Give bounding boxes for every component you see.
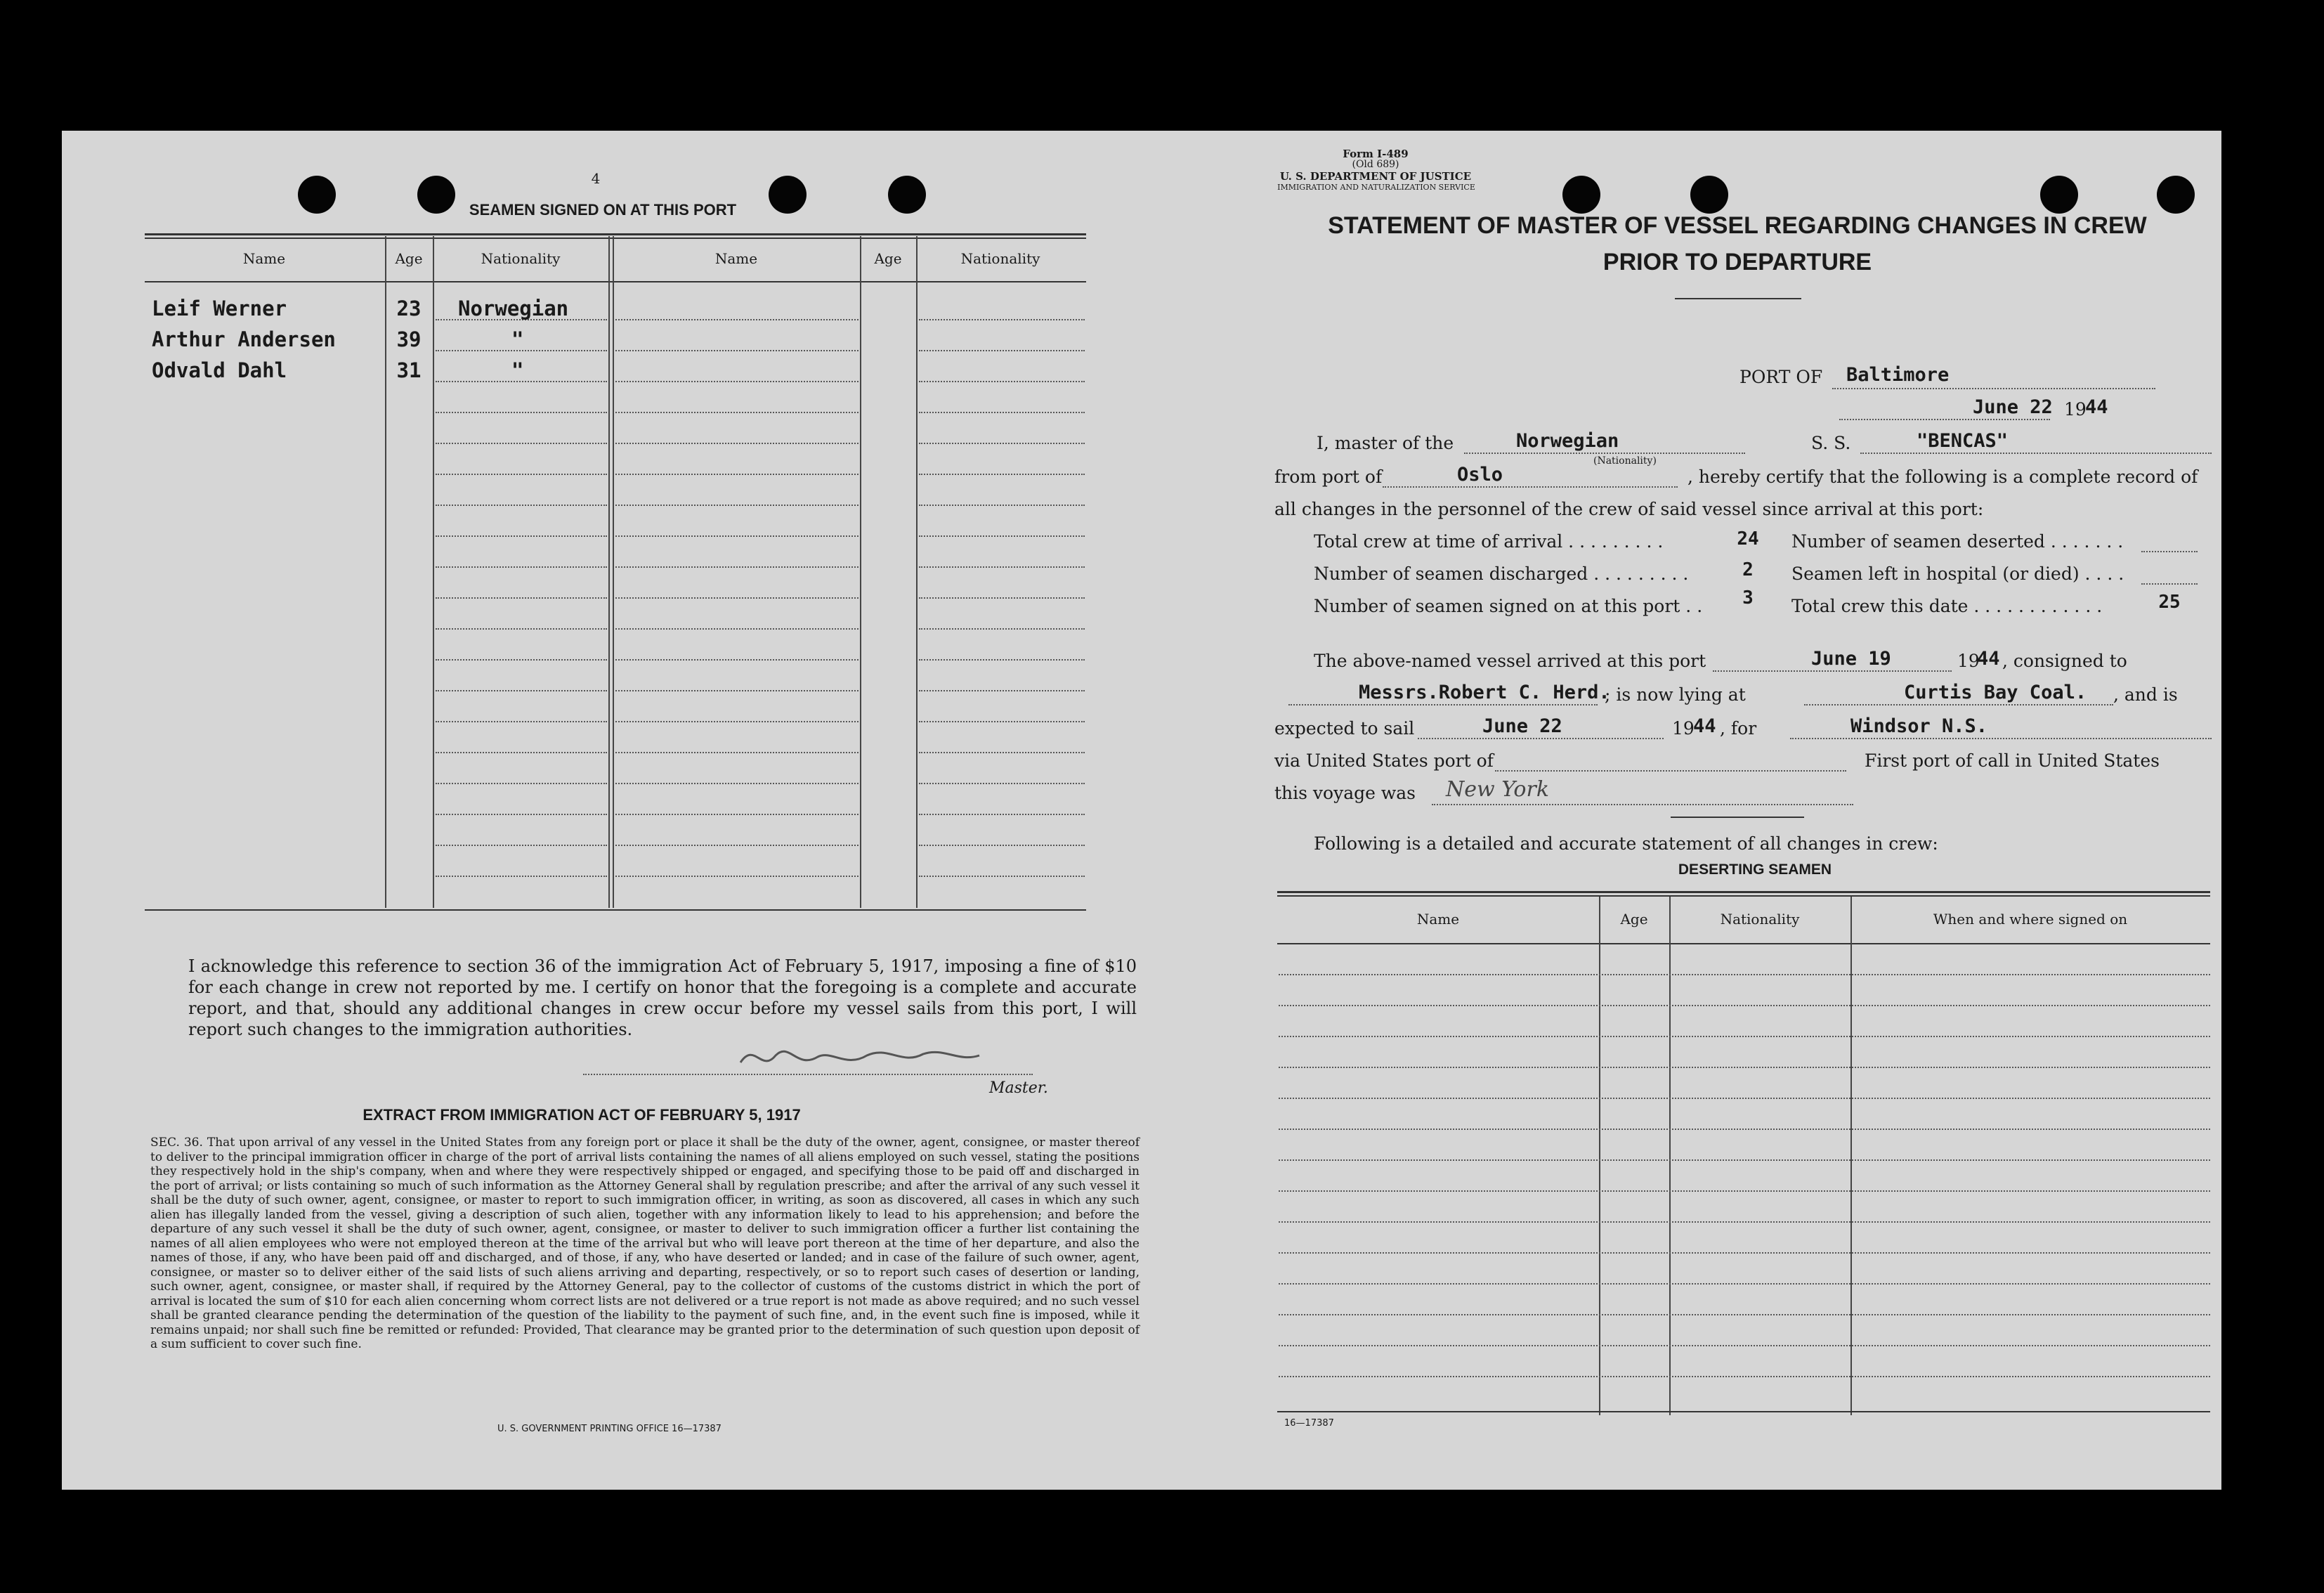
changes-text: all changes in the personnel of the crew of said vessel since arrival at this port:: [1274, 499, 1984, 519]
form-title: STATEMENT OF MASTER OF VESSEL REGARDING CHANGES IN CREW: [1328, 212, 2147, 239]
master-label: Master.: [989, 1079, 1048, 1097]
punch-hole: [888, 176, 926, 214]
stat-value: 25: [2158, 592, 2181, 613]
seaman-name: Odvald Dahl: [152, 358, 287, 382]
stat-value: 2: [1742, 559, 1754, 580]
table-bottom-rule: [1277, 1411, 2210, 1412]
stat-label: Number of seamen signed on at this port . .: [1314, 596, 1703, 616]
extract-heading: EXTRACT FROM IMMIGRATION ACT OF FEBRUARY 5, 1917: [363, 1106, 801, 1124]
consigned-label: , consigned to: [2002, 651, 2127, 671]
port-value: Baltimore: [1846, 364, 1950, 386]
punch-hole: [1690, 176, 1728, 214]
stat-value: 24: [1737, 528, 1759, 550]
certify-text: , hereby certify that the following is a complete record of: [1687, 467, 2198, 487]
year-prefix: 19: [1957, 651, 1980, 671]
stat-value: 3: [1742, 587, 1754, 609]
signature-line: [583, 1074, 1033, 1075]
from-port-value: Oslo: [1457, 464, 1503, 486]
arrived-year: 44: [1977, 648, 2000, 670]
title-rule: [1675, 298, 1801, 299]
deserting-heading: DESERTING SEAMEN: [1678, 861, 1832, 878]
table-top-rule: [145, 238, 1086, 239]
nationality-value: Norwegian: [1516, 430, 1619, 452]
desert-col-name: Name: [1416, 911, 1460, 928]
header-rule: [145, 281, 1086, 282]
col-header-nationality: Nationality: [960, 250, 1040, 267]
expected-label: expected to sail: [1274, 718, 1415, 739]
table-top-rule: [1277, 895, 2210, 897]
arrived-label: The above-named vessel arrived at this port: [1314, 651, 1706, 671]
lying-label: ; is now lying at: [1605, 684, 1746, 705]
year-prefix: 19: [1672, 718, 1695, 739]
right-page: [1088, 131, 2221, 1490]
date-value: June 22: [1973, 396, 2053, 418]
form-title-line-2: PRIOR TO DEPARTURE: [1602, 249, 1872, 275]
stat-label: Number of seamen discharged . . . . . . . . .: [1314, 564, 1689, 584]
seaman-age: 23: [396, 297, 422, 320]
nationality-caption: (Nationality): [1593, 455, 1657, 467]
col-header-age: Age: [395, 250, 423, 267]
nationality-line: [1464, 453, 1745, 454]
stat-label: Number of seamen deserted . . . . . . .: [1791, 531, 2124, 552]
header-rule: [1277, 943, 2210, 944]
department: U. S. DEPARTMENT OF JUSTICE: [1279, 170, 1472, 183]
voyage-rule: [1671, 817, 1804, 818]
acknowledgment-text: I acknowledge this reference to section 36 of the immigration Act of February 5, 1917, imposing a fine of $10 for each change in crew not reported by me. I certify on honor that the foregoing is a complete and accurate report, and that, should any additional changes in crew occur before my vessel sails from this port, I will report such changes to the immigration authorities.: [188, 956, 1137, 1039]
document-sheet: [62, 131, 2221, 1490]
table-bottom-rule: [145, 909, 1086, 911]
from-port-line: [1383, 486, 1678, 488]
seaman-age: 39: [396, 327, 422, 351]
stat-label: Seamen left in hospital (or died) . . . .: [1791, 564, 2124, 584]
column-divider: [433, 236, 434, 908]
section-heading: SEAMEN SIGNED ON AT THIS PORT: [469, 201, 737, 219]
destination: Windsor N.S.: [1850, 715, 1988, 737]
sail-date: June 22: [1482, 715, 1562, 737]
master-of-label: I, master of the: [1317, 433, 1454, 453]
col-header-age: Age: [874, 250, 902, 267]
port-label: PORT OF: [1739, 367, 1823, 387]
col-header-name: Name: [714, 250, 758, 267]
consignee: Messrs.Robert C. Herd.: [1359, 682, 1610, 703]
sail-date-line: [1418, 738, 1664, 739]
stat-line: [2141, 583, 2198, 585]
vessel-line: [1860, 453, 2212, 454]
table-top-rule: [145, 233, 1086, 235]
service: IMMIGRATION AND NATURALIZATION SERVICE: [1277, 183, 1475, 192]
punch-hole: [1562, 176, 1600, 214]
col-header-name: Name: [242, 250, 286, 267]
punch-hole: [769, 176, 807, 214]
form-number: Form I-489: [1343, 148, 1409, 160]
sail-year: 44: [1693, 715, 1716, 737]
seaman-nationality: Norwegian: [458, 297, 569, 320]
vessel-name: "BENCAS": [1917, 430, 2009, 452]
following-text: Following is a detailed and accurate statement of all changes in crew:: [1314, 833, 1938, 854]
date-line: [1839, 419, 2050, 420]
seaman-age: 31: [396, 358, 422, 382]
arrived-line: [1713, 670, 1952, 672]
left-page: [62, 131, 1140, 1490]
column-divider: [860, 236, 861, 908]
arrived-date: June 19: [1811, 648, 1891, 670]
voyage-line: [1432, 804, 1853, 805]
page-number: 4: [591, 170, 601, 187]
seaman-name: Arthur Andersen: [152, 327, 336, 351]
stat-label: Total crew this date . . . . . . . . . . . .: [1791, 596, 2103, 616]
seaman-name: Leif Werner: [152, 297, 287, 320]
destination-line: [1790, 738, 2212, 739]
via-label: via United States port of: [1274, 750, 1494, 771]
extract-text: SEC. 36. That upon arrival of any vessel in the United States from any foreign port or place it shall be the duty of the owner, agent, consignee, or master thereof to deliver to the principal immigration officer in charge of the port of arrival lists containing the names of all aliens employed on such vessel, stating the positions they respectively hold in the ship's company, when and where they were respectively shipped or engaged, and specifying those to be paid off and discharged in the port of arrival; or lists containing so much of such information as the Attorney General shall by regulation prescribe; and after the arrival of any such vessel it shall be the duty of such owner, agent, consignee, or master to report to such immigration officer, in writing, as soon as discovered, all cases in which any such alien has illegally landed from the vessel, giving a description of such alien, together with any information likely to lead to his apprehension; and before the departure of any such vessel it shall be the duty of such owner, agent, consignee, or master to deliver to such immigration officer a further list containing the names of all alien employees who were not employed thereon at the time of the arrival but who will leave port thereon at the time of her departure, and also the names of those, if any, who have been paid off and discharged, and of those, if any, who have deserted or landed; and in case of the failure of such owner, agent, consignee, or master so to deliver either of the said lists of such aliens arriving and departing, respectively, or so to report such cases of desertion or landing, such owner, agent, consignee, or master shall, if required by the Attorney General, pay to the collector of customs of the customs district in which the port of arrival is located the sum of $10 for each alien concerning whom correct lists are not delivered or a true report is not made as above required; and no such vessel shall be granted clearance pending the determination of the question of the liability to the payment of such fine, and, in the event such fine is imposed, while it remains unpaid; nor shall such fine be remitted or refunded: Provided, That clearance may be granted prior to the determination of such question upon deposit of a sum sufficient to cover such fine.: [150, 1136, 1140, 1351]
desert-col-age: Age: [1620, 911, 1648, 928]
stat-label: Total crew at time of arrival . . . . . . . . .: [1314, 531, 1664, 552]
printing-office: U. S. GOVERNMENT PRINTING OFFICE 16—17387: [497, 1424, 722, 1434]
punch-hole: [2040, 176, 2078, 214]
punch-hole: [298, 176, 336, 214]
seaman-nationality: ": [511, 358, 524, 382]
table-top-rule: [1277, 891, 2210, 893]
voyage-label: this voyage was: [1274, 783, 1416, 803]
date-year: 44: [2085, 396, 2108, 418]
column-divider: [613, 236, 614, 908]
seaman-nationality: ": [511, 327, 524, 351]
column-divider: [916, 236, 918, 908]
desert-col-signed-on: When and where signed on: [1933, 911, 2128, 928]
ss-label: S. S.: [1811, 433, 1851, 453]
punch-hole: [2157, 176, 2195, 214]
form-footer: 16—17387: [1284, 1418, 1334, 1429]
lying-at: Curtis Bay Coal.: [1904, 682, 2087, 703]
column-divider: [608, 236, 610, 908]
port-line: [1832, 388, 2155, 389]
consignee-line: [1288, 704, 1598, 706]
and-is-label: , and is: [2113, 684, 2178, 705]
col-header-nationality: Nationality: [481, 250, 561, 267]
form-old-number: (Old 689): [1352, 159, 1399, 170]
stat-line: [2141, 551, 2198, 552]
for-label: , for: [1720, 718, 1757, 739]
year-prefix: 19: [2064, 399, 2087, 420]
first-port-label: First port of call in United States: [1865, 750, 2160, 771]
lying-line: [1804, 704, 2113, 706]
via-line: [1495, 770, 1846, 772]
from-port-label: from port of: [1274, 467, 1383, 487]
voyage-value: New York: [1446, 777, 1549, 802]
desert-col-nationality: Nationality: [1720, 911, 1800, 928]
